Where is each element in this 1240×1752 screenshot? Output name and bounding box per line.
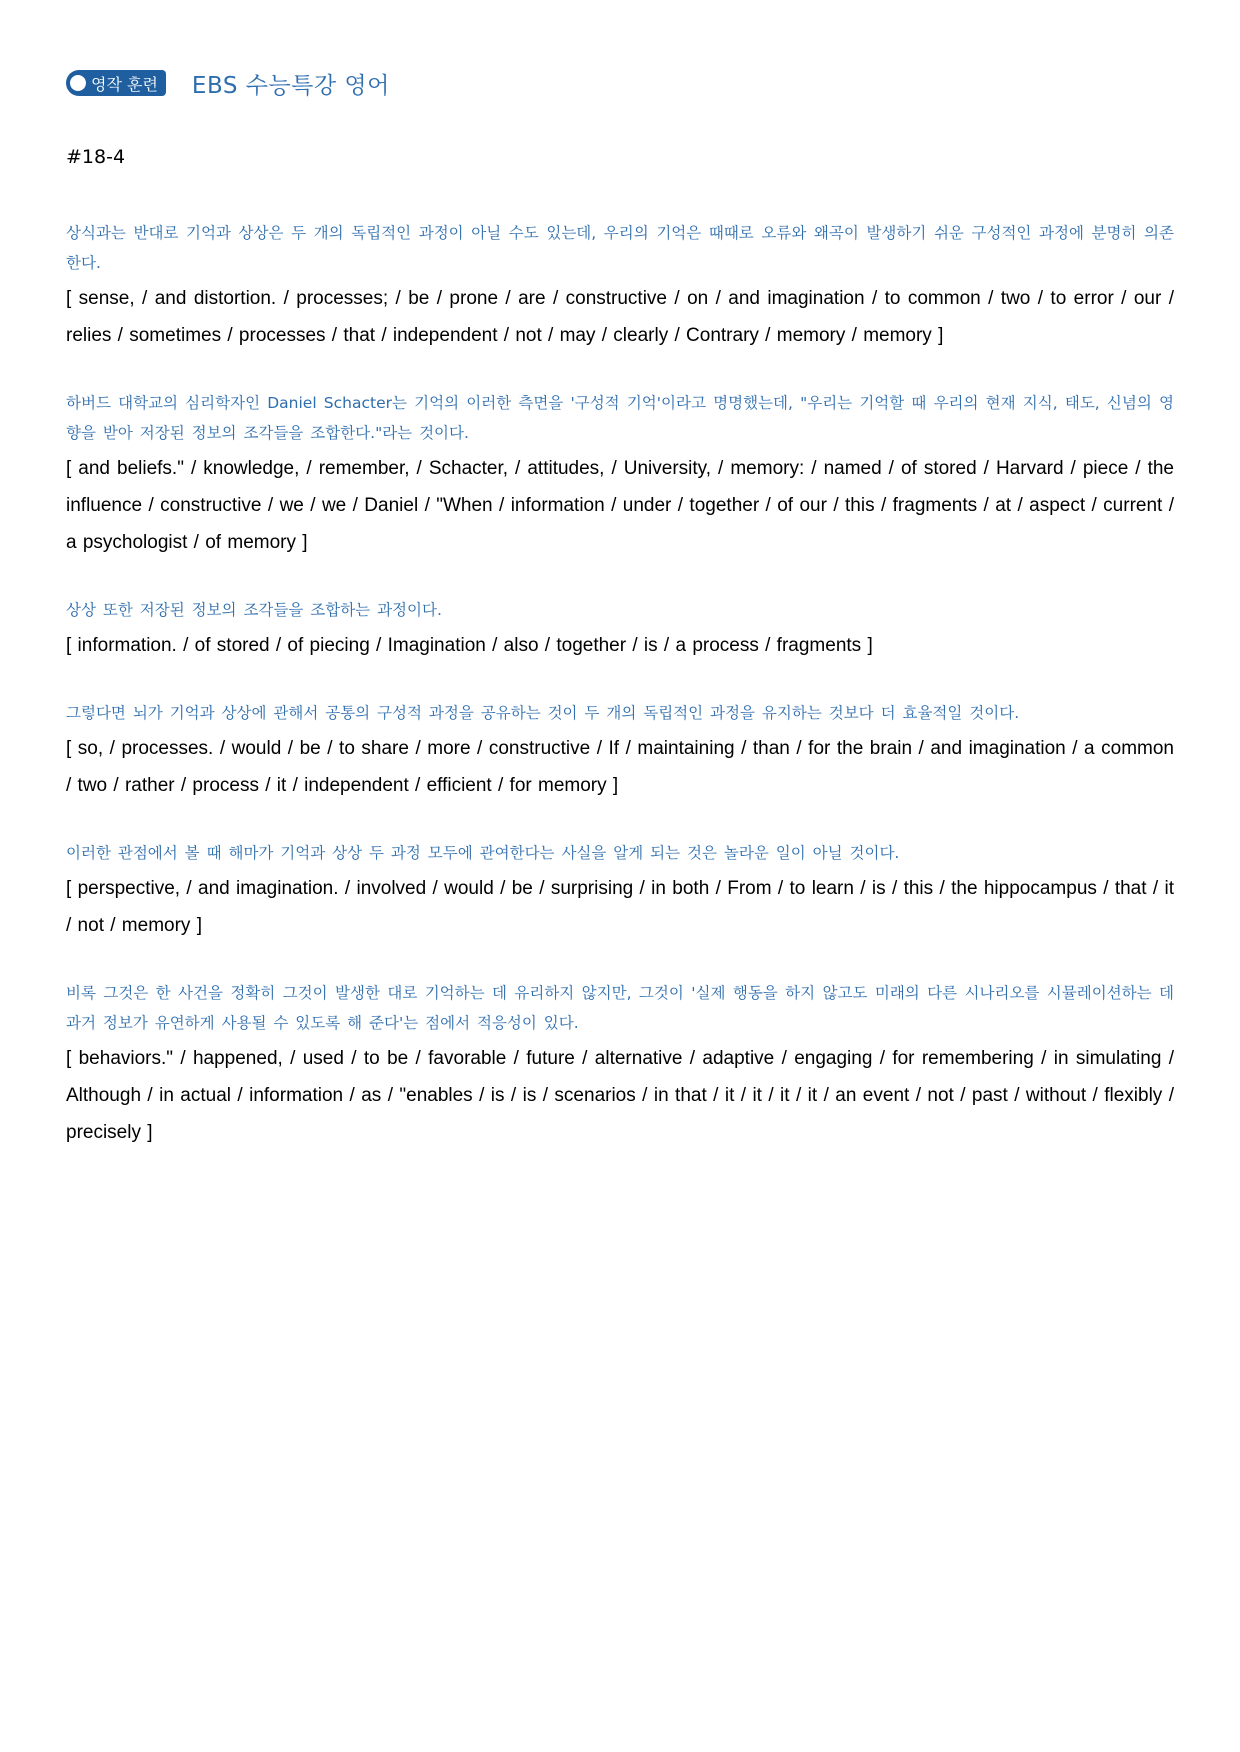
word-scramble: [ so, / processes. / would / be / to share / more / constructive / If / maintaining / than / for the brain / and imagination / a common / two / rather / process / it / independent / efficient / for memory ] <box>66 738 1174 796</box>
korean-sentence: 하버드 대학교의 심리학자인 Daniel Schacter는 기억의 이러한 측면을 '구성적 기억'이라고 명명했는데, "우리는 기억할 때 우리의 현재 지식, 태도, 신념의 영향을 받아 저장된 정보의 조각들을 조합한다."라는 것이다. <box>66 394 1174 442</box>
word-scramble: [ sense, / and distortion. / processes; / be / prone / are / constructive / on / and imagination / to common / two / to error / our / relies / sometimes / processes / that / independent / not / may / clearly / Contrary / memory / memory ] <box>66 288 1174 346</box>
document-page <box>66 62 1174 1185</box>
korean-sentence: 상식과는 반대로 기억과 상상은 두 개의 독립적인 과정이 아닐 수도 있는데, 우리의 기억은 때때로 오류와 왜곡이 발생하기 쉬운 구성적인 과정에 분명히 의존한다. <box>66 224 1174 272</box>
exercise-list <box>66 218 1174 1151</box>
korean-sentence: 상상 또한 저장된 정보의 조각들을 조합하는 과정이다. <box>66 601 442 619</box>
half-moon-icon <box>70 74 86 92</box>
korean-sentence: 그렇다면 뇌가 기억과 상상에 관해서 공통의 구성적 과정을 공유하는 것이 두 개의 독립적인 과정을 유지하는 것보다 더 효율적일 것이다. <box>66 704 1020 722</box>
badge-label: 영작 훈련 <box>91 74 158 94</box>
word-scramble: [ perspective, / and imagination. / involved / would / be / surprising / in both / From / to learn / is / this / the hippocampus / that / it / not / memory ] <box>66 878 1174 936</box>
exercise-item <box>66 218 1174 354</box>
exercise-item <box>66 978 1174 1151</box>
exercise-item <box>66 388 1174 561</box>
korean-sentence: 이러한 관점에서 볼 때 해마가 기억과 상상 두 과정 모두에 관여한다는 사실을 알게 되는 것은 놀라운 일이 아닐 것이다. <box>66 844 900 862</box>
section-badge <box>66 70 166 96</box>
word-scramble: [ behaviors." / happened, / used / to be / favorable / future / alternative / adaptive / engaging / for remembering / in simulating / Although / in actual / information / as / "enables / is / is / scenarios / in that / it / it / it / it / an event / not / past / without / flexibly / precisely ] <box>66 1048 1174 1143</box>
exercise-item <box>66 595 1174 664</box>
korean-sentence: 비록 그것은 한 사건을 정확히 그것이 발생한 대로 기억하는 데 유리하지 않지만, 그것이 '실제 행동을 하지 않고도 미래의 다른 시나리오를 시뮬레이션하는 데 과거 정보가 유연하게 사용될 수 있도록 해 준다'는 점에서 적응성이 있다. <box>66 984 1174 1032</box>
exercise-item <box>66 698 1174 804</box>
header <box>66 62 1174 104</box>
word-scramble: [ information. / of stored / of piecing / Imagination / also / together / is / a process / fragments ] <box>66 635 873 656</box>
header-title: EBS 수능특강 영어 <box>191 72 390 99</box>
document-number: #18-4 <box>66 146 126 168</box>
word-scramble: [ and beliefs." / knowledge, / remember, / Schacter, / attitudes, / University, / memory: / named / of stored / Harvard / piece / the influence / constructive / we / we / Daniel / "When / information / under / together / of our / this / fragments / at / aspect / current / a psychologist / of memory ] <box>66 458 1174 553</box>
exercise-item <box>66 838 1174 944</box>
